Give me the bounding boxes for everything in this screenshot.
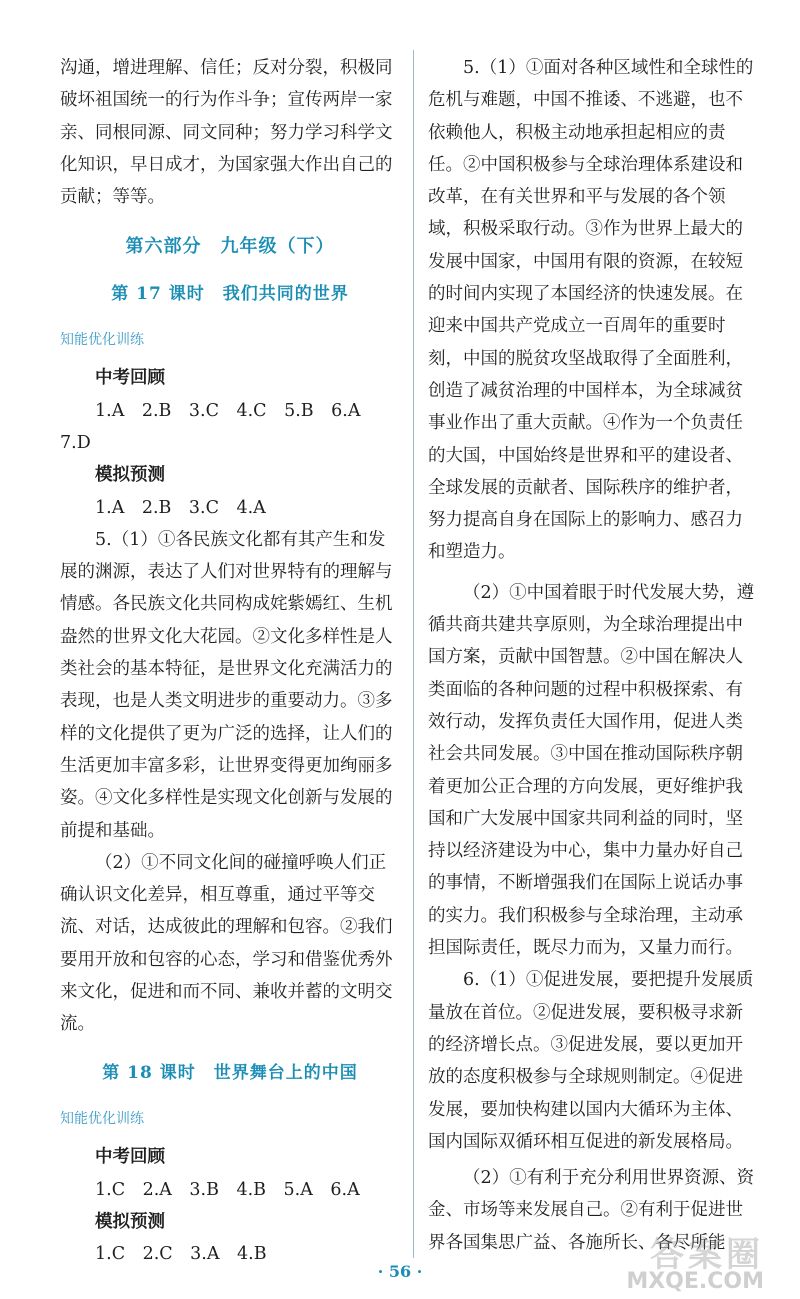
lesson-18-moni-head: 模拟预测 <box>95 1211 165 1232</box>
part-title: 第六部分 九年级（下） <box>125 236 335 258</box>
lesson-17-q5-part1: 5.（1）①各民族文化都有其产生和发展的渊源，表达了人们对世界特有的理解与情感。各民族文化共同构成姹紫嫣红、生机盎然的世界文化大花园。②文化多样性是人类社会的基本特征，是世界文化充满活力的表现，也是人类文明进步的重要动力。③多样的文化提供了更为广泛的选择，让人们的生活更加丰富多彩，让世界变得更加绚丽多姿。④文化多样性是实现文化创新与发展的前提和基础。 <box>60 529 393 841</box>
lesson-18-section-label: 知能优化训练 <box>60 1110 144 1127</box>
lesson-17-zhongkao-answers-cont: 7.D <box>60 432 91 453</box>
watermark-logo-text: 答案圈 <box>650 1235 764 1275</box>
lesson-17-moni-head: 模拟预测 <box>95 465 165 486</box>
lesson-17-zhongkao-head: 中考回顾 <box>95 368 165 389</box>
intro-paragraph: 沟通，增进理解、信任；反对分裂，积极同破坏祖国统一的行为作斗争；宣传两岸一家亲、同根同源、同文同种；努力学习科学文化知识，早日成才，为国家强大作出自己的贡献；等等。 <box>60 58 393 208</box>
watermark-site-text: MXQE.COM <box>626 1269 764 1294</box>
column-divider <box>413 50 414 1258</box>
lesson-18-title: 第 18 课时 世界舞台上的中国 <box>102 1062 358 1083</box>
lesson-17-q5-part2: （2）①不同文化间的碰撞呼唤人们正确认识文化差异，相互尊重，通过平等交流、对话，达成彼此的理解和包容。②我们要用开放和包容的心态，学习和借鉴优秀外来文化，促进和而不同、兼收并蓄的文明交流。 <box>60 852 393 1035</box>
lesson-18-moni-answers: 1.C 2.C 3.A 4.B <box>95 1244 267 1265</box>
lesson-18-q5-part1: 5.（1）①面对各种区域性和全球性的危机与难题，中国不推诿、不逃避，也不依赖他人，积极主动地承担起相应的责任。②中国积极参与全球治理体系建设和改革，在有关世界和平与发展的各个领域，积极采取行动。③作为世界上最大的发展中国家，中国用有限的资源，在较短的时间内实现了本国经济的快速发展。在迎来中国共产党成立一百周年的重要时刻，中国的脱贫攻坚战取得了全面胜利，创造了减贫治理的中国样本，为全球减贫事业作出了重大贡献。④作为一个负责任的大国，中国始终是世界和平的建设者、全球发展的贡献者、国际秩序的维护者，努力提高自身在国际上的影响力、感召力和塑造力。 <box>428 58 754 563</box>
lesson-17-zhongkao-answers: 1.A 2.B 3.C 4.C 5.B 6.A <box>95 400 361 421</box>
lesson-18-zhongkao-head: 中考回顾 <box>95 1147 165 1168</box>
lesson-17-title: 第 17 课时 我们共同的世界 <box>111 283 349 304</box>
lesson-17-moni-answers: 1.A 2.B 3.C 4.A <box>95 497 266 518</box>
left-column <box>60 52 400 1270</box>
page-number: · 56 · <box>377 1262 423 1281</box>
watermark-logo <box>574 1225 764 1295</box>
lesson-18-q6-part2: （2）①有利于充分利用世界资源、资金、市场等来发展自己。②有利于促进世界各国集思广益、各施所长、各尽所能 <box>428 1168 755 1253</box>
lesson-17-section-label: 知能优化训练 <box>60 332 144 349</box>
lesson-18-q6-part1: 6.（1）①促进发展，要把提升发展质量放在首位。②促进发展，要积极寻求新的经济增长点。③促进发展，要以更加开放的态度积极参与全球规则制定。④促进发展，要加快构建以国内大循环为主体、国内国际双循环相互促进的新发展格局。 <box>428 970 754 1152</box>
lesson-18-q5-part2: （2）①中国着眼于时代发展大势，遵循共商共建共享原则，为全球治理提出中国方案，贡献中国智慧。②中国在解决人类面临的各种问题的过程中积极探索、有效行动，发挥负责任大国作用，促进人类社会共同发展。③中国在推动国际秩序朝着更加公正合理的方向发展，更好维护我国和广大发展中国家共同利益的同时，坚持以经济建设为中心，集中力量办好自己的事情，不断增强我们在国际上说话办事的实力。我们积极参与全球治理，主动承担国际责任，既尽力而为，又量力而行。 <box>428 582 755 959</box>
lesson-18-zhongkao-answers: 1.C 2.A 3.B 4.B 5.A 6.A <box>95 1179 360 1200</box>
right-column <box>428 52 758 1259</box>
